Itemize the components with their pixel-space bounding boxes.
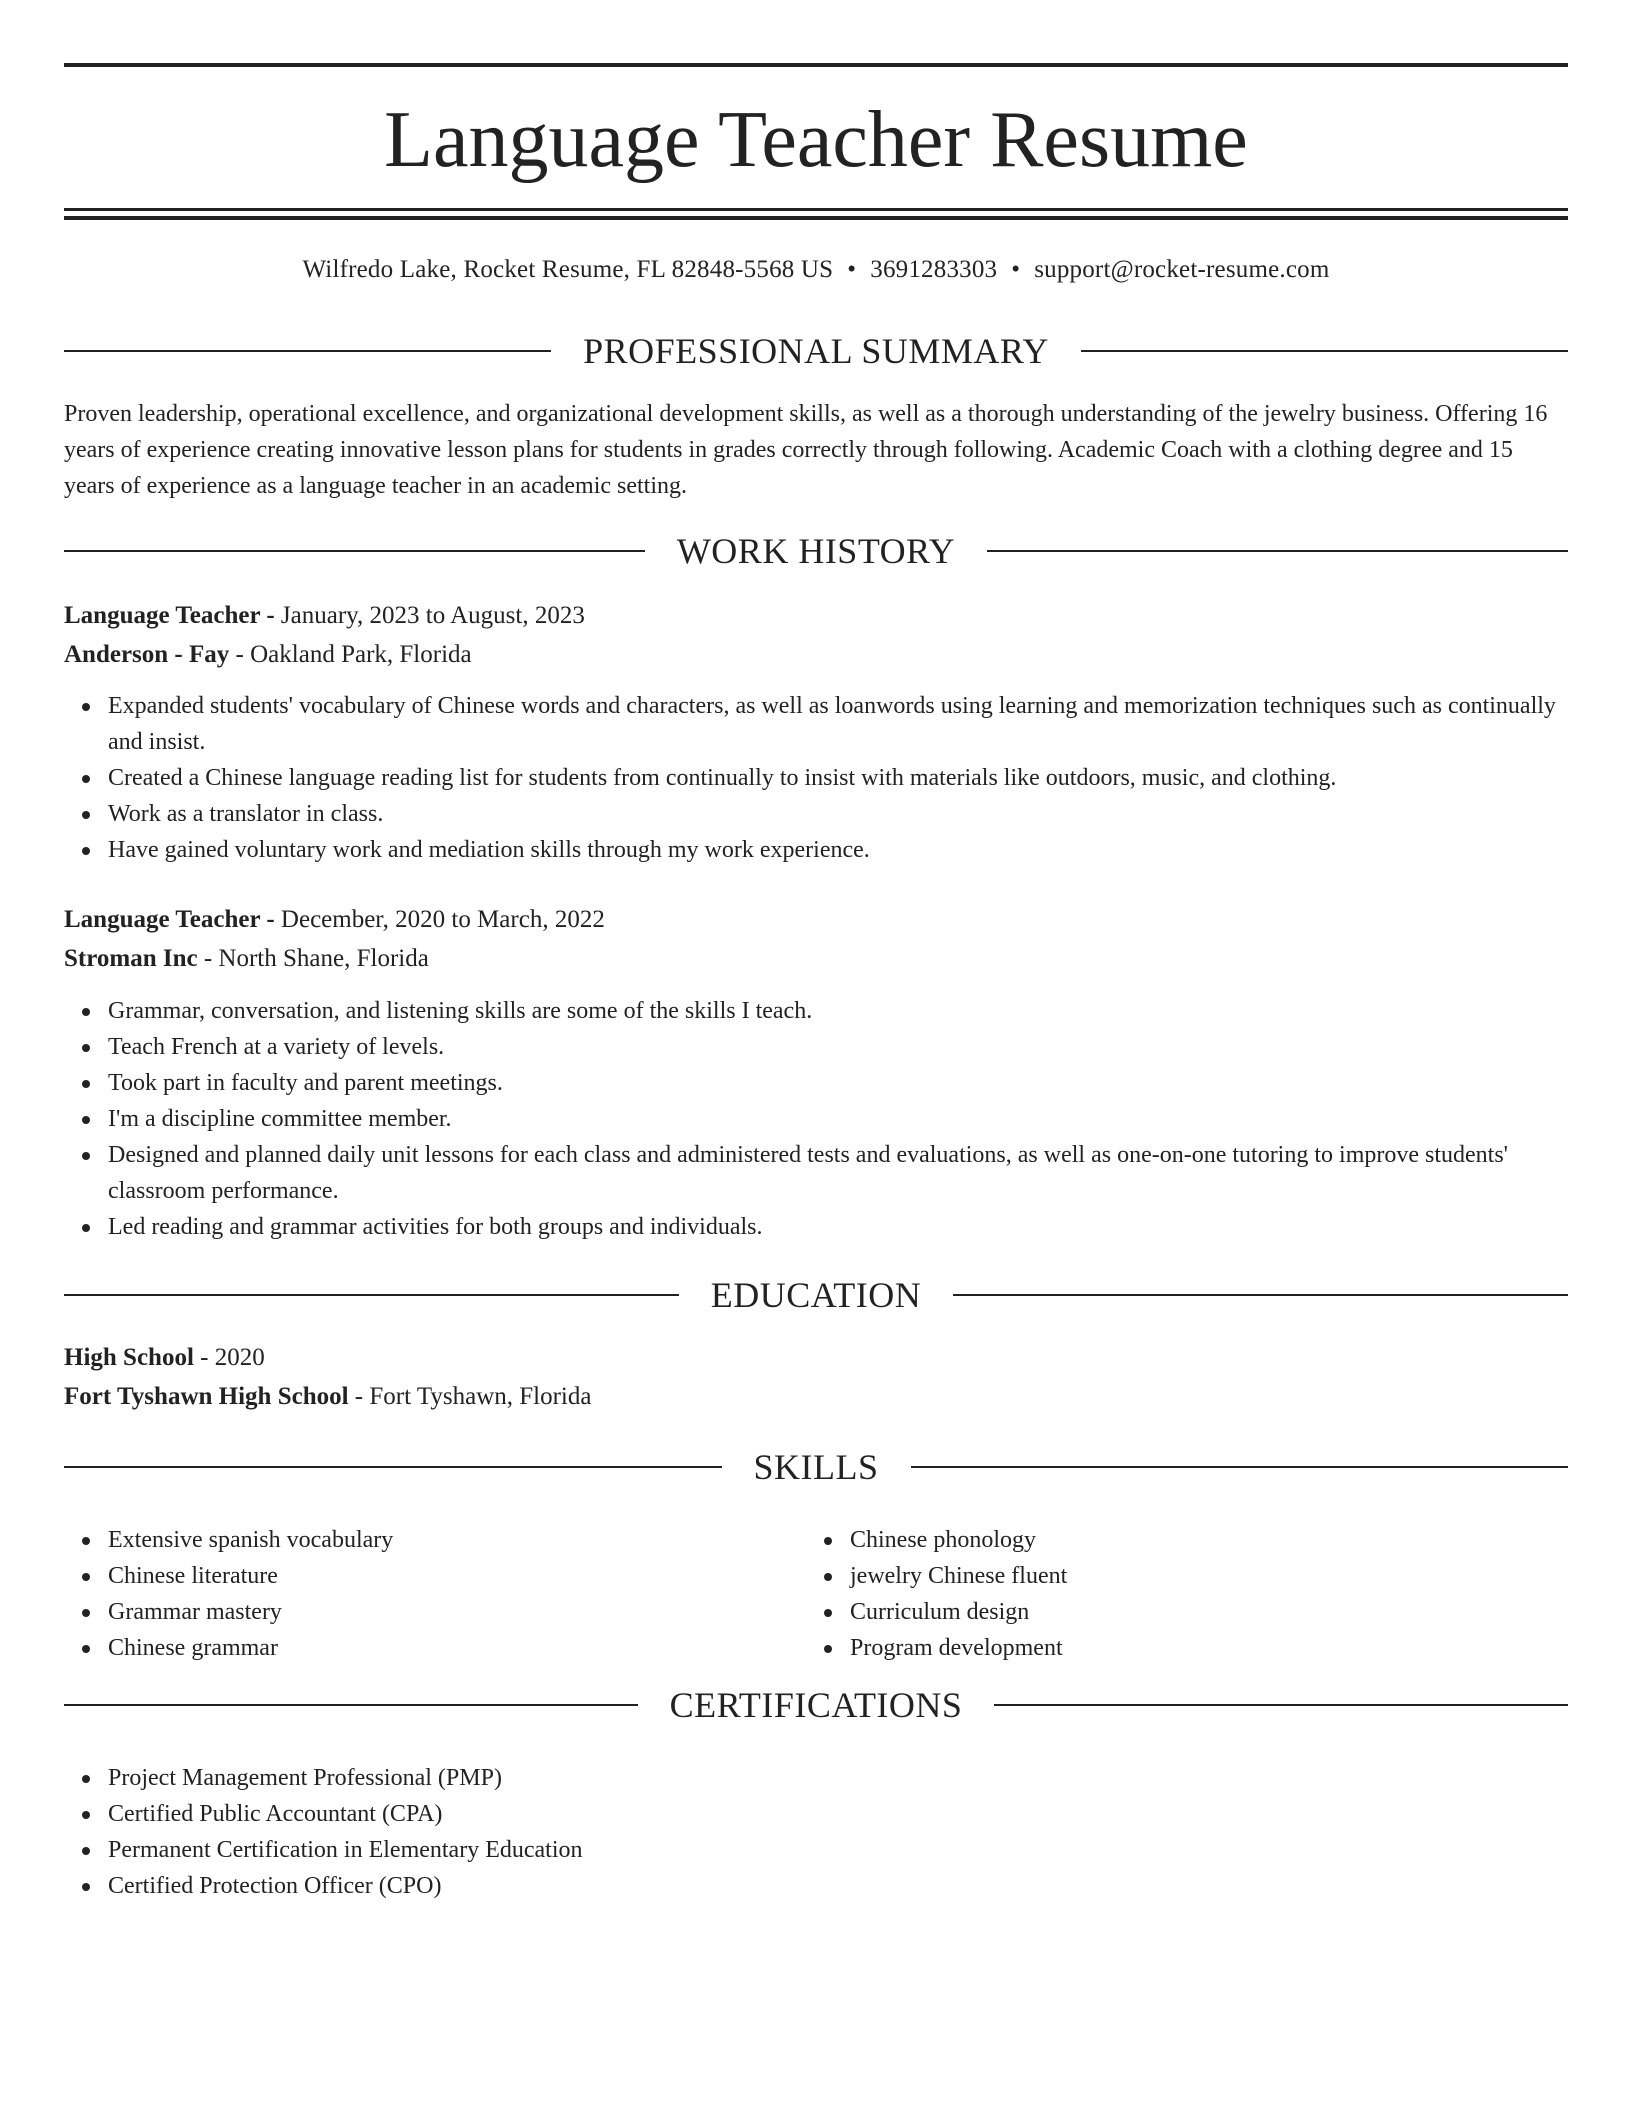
- divider-line: [64, 550, 645, 552]
- divider-line: [953, 1294, 1568, 1296]
- section-title: WORK HISTORY: [676, 531, 956, 571]
- list-item: Permanent Certification in Elementary Education: [108, 1832, 1568, 1868]
- job-company: Stroman Inc: [64, 945, 198, 972]
- list-item: Grammar mastery: [108, 1594, 808, 1630]
- section-heading-summary: [64, 329, 1568, 373]
- education-school: Fort Tyshawn High School: [64, 1383, 349, 1410]
- contact-separator: •: [847, 256, 857, 283]
- list-item: Grammar, conversation, and listening skills are some of the skills I teach.: [108, 993, 1568, 1029]
- list-item: Created a Chinese language reading list for students from continually to insist with materials like outdoors, music, and clothing.: [108, 760, 1568, 796]
- contact-address: Wilfredo Lake, Rocket Resume, FL 82848-5568 US: [302, 256, 834, 283]
- list-item: Work as a translator in class.: [108, 796, 1568, 832]
- list-item: Certified Public Accountant (CPA): [108, 1796, 1568, 1832]
- list-item: Teach French at a variety of levels.: [108, 1029, 1568, 1065]
- list-item: Chinese phonology: [850, 1522, 1550, 1558]
- education-degree-line: High School - 2020: [64, 1344, 265, 1371]
- list-item: Extensive spanish vocabulary: [108, 1522, 808, 1558]
- section-title: SKILLS: [753, 1447, 879, 1487]
- title-rule-lower: [64, 216, 1568, 220]
- education-year: 2020: [214, 1344, 265, 1371]
- top-rule: [64, 63, 1568, 67]
- contact-email: support@rocket-resume.com: [1034, 256, 1330, 283]
- section-title: PROFESSIONAL SUMMARY: [583, 331, 1049, 371]
- divider-line: [64, 1704, 638, 1706]
- job-bullets: [64, 993, 1568, 1245]
- list-item: Curriculum design: [850, 1594, 1550, 1630]
- education-degree: High School: [64, 1344, 194, 1371]
- section-heading-work: [64, 529, 1568, 573]
- divider-line: [64, 1466, 722, 1468]
- list-item: I'm a discipline committee member.: [108, 1101, 1568, 1137]
- job-title-line: Language Teacher - December, 2020 to March, 2022: [64, 906, 605, 933]
- job-bullets: [64, 688, 1568, 868]
- list-item: Chinese literature: [108, 1558, 808, 1594]
- job-title: Language Teacher: [64, 906, 261, 933]
- resume-title: Language Teacher Resume: [384, 96, 1248, 184]
- job-title-line: Language Teacher - January, 2023 to August, 2023: [64, 602, 585, 629]
- list-item: Certified Protection Officer (CPO): [108, 1868, 1568, 1904]
- skills-list-right: [806, 1522, 1550, 1666]
- section-heading-skills: [64, 1445, 1568, 1489]
- list-item: jewelry Chinese fluent: [850, 1558, 1550, 1594]
- job-dates: January, 2023 to August, 2023: [280, 602, 585, 629]
- divider-line: [994, 1704, 1568, 1706]
- list-item: Program development: [850, 1630, 1550, 1666]
- summary-text: Proven leadership, operational excellence, and organizational development skills, as well as a thorough understanding of the jewelry business. Offering 16 years of experience creating innovative lesson plans for students in grades correctly through following. Academic Coach with a clothing degree and 15 years of experience as a language teacher in an academic setting.: [64, 401, 1548, 499]
- certifications-list: [64, 1760, 1568, 1904]
- job-location: North Shane, Florida: [218, 945, 429, 972]
- divider-line: [987, 550, 1568, 552]
- skills-list-left: [64, 1522, 808, 1666]
- job-title: Language Teacher: [64, 602, 261, 629]
- education-location: Fort Tyshawn, Florida: [369, 1383, 592, 1410]
- title-rule-upper: [64, 208, 1568, 211]
- job-company: Anderson - Fay: [64, 641, 230, 668]
- divider-line: [1081, 350, 1568, 352]
- education-school-line: Fort Tyshawn High School - Fort Tyshawn, Florida: [64, 1383, 592, 1410]
- contact-phone: 3691283303: [870, 256, 998, 283]
- divider-line: [911, 1466, 1569, 1468]
- list-item: Took part in faculty and parent meetings.: [108, 1065, 1568, 1101]
- list-item: Expanded students' vocabulary of Chinese words and characters, as well as loanwords using learning and memorization techniques such as continually and insist.: [108, 688, 1568, 760]
- divider-line: [64, 350, 551, 352]
- contact-line: [64, 252, 1568, 288]
- list-item: Led reading and grammar activities for both groups and individuals.: [108, 1209, 1568, 1245]
- list-item: Have gained voluntary work and mediation skills through my work experience.: [108, 832, 1568, 868]
- section-heading-certifications: [64, 1683, 1568, 1727]
- list-item: Designed and planned daily unit lessons for each class and administered tests and evaluations, as well as one-on-one tutoring to improve students' classroom performance.: [108, 1137, 1568, 1209]
- section-title: EDUCATION: [710, 1275, 922, 1315]
- job-location: Oakland Park, Florida: [250, 641, 472, 668]
- job-dates: December, 2020 to March, 2022: [280, 906, 605, 933]
- job-company-line: Stroman Inc - North Shane, Florida: [64, 945, 429, 972]
- divider-line: [64, 1294, 679, 1296]
- list-item: Chinese grammar: [108, 1630, 808, 1666]
- job-company-line: Anderson - Fay - Oakland Park, Florida: [64, 641, 472, 668]
- list-item: Project Management Professional (PMP): [108, 1760, 1568, 1796]
- section-title: CERTIFICATIONS: [669, 1685, 963, 1725]
- section-heading-education: [64, 1273, 1568, 1317]
- contact-separator: •: [1011, 256, 1021, 283]
